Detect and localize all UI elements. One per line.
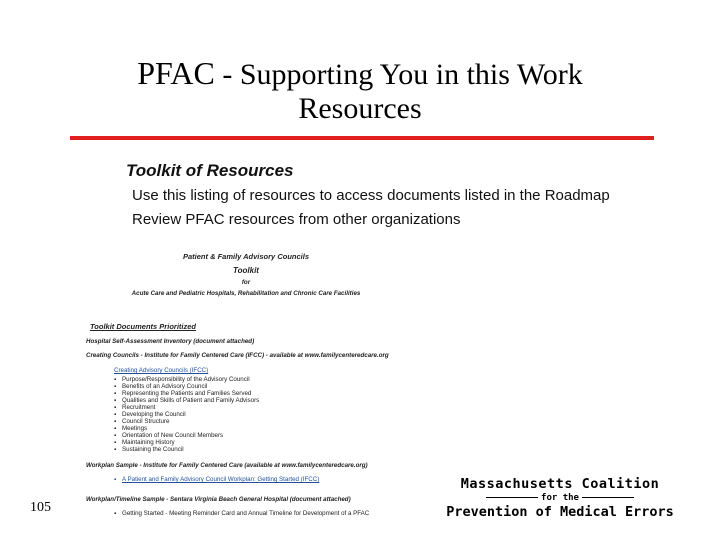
doc-workplan-item: ▪ A Patient and Family Advisory Council Workplan: Getting Started (IFCC) <box>122 476 319 483</box>
doc-header-3: for <box>241 279 251 286</box>
doc-item: ▪ Council Structure <box>122 418 169 425</box>
toolkit-document-image <box>86 246 406 536</box>
doc-workplan: Workplan Sample - Institute for Family Centered Care (available at www.familycenteredcare.org) <box>86 462 368 469</box>
doc-item: ▪ Meetings <box>122 425 147 432</box>
title-subtitle: - Supporting You in this Work <box>214 58 583 91</box>
doc-line-councils: Creating Councils - Institute for Family Centered Care (IFCC) - available at www.familycenteredcare.org <box>86 352 389 359</box>
doc-link-councils: Creating Advisory Councils (IFCC) <box>114 367 209 374</box>
doc-item: ▪ Orientation of New Council Members <box>122 432 223 439</box>
page-number: 105 <box>30 500 51 515</box>
doc-item: ▪ Qualities and Skills of Patient and Family Advisors <box>122 397 259 404</box>
bullet-review: Review PFAC resources from other organizations <box>132 211 461 228</box>
doc-header-2: Toolkit <box>233 266 259 275</box>
doc-item: ▪ Representing the Patients and Families Served <box>122 390 251 397</box>
bullet-roadmap: Use this listing of resources to access documents listed in the Roadmap <box>132 187 610 204</box>
doc-item: ▪ Benefits of an Advisory Council <box>122 383 207 390</box>
red-divider <box>70 136 654 140</box>
doc-item: ▪ Purpose/Responsibility of the Advisory Council <box>122 376 250 383</box>
doc-line-inventory: Hospital Self-Assessment Inventory (document attached) <box>86 338 255 345</box>
doc-item: ▪ Recruitment <box>122 404 155 411</box>
section-heading: Toolkit of Resources <box>126 161 294 180</box>
doc-item: ▪ Developing the Council <box>122 411 186 418</box>
doc-item: ▪ Maintaining History <box>122 439 175 446</box>
logo-line2-wrap <box>440 493 680 503</box>
doc-header-4: Acute Care and Pediatric Hospitals, Rehabilitation and Chronic Care Facilities <box>131 290 361 297</box>
title-line2: Resources <box>298 92 422 125</box>
doc-item: ▪ Sustaining the Council <box>122 446 184 453</box>
doc-timeline-item: ▪ Getting Started - Meeting Reminder Card and Annual Timeline for Development of a PFAC <box>122 510 369 517</box>
logo-line3: Prevention of Medical Errors <box>446 504 674 520</box>
doc-section-title: Toolkit Documents Prioritized <box>90 322 196 331</box>
doc-timeline: Workplan/Timeline Sample - Sentara Virginia Beach General Hospital (document attached) <box>86 496 351 503</box>
logo-line1: Massachusetts Coalition <box>460 476 660 492</box>
logo-line2: for the <box>541 493 579 503</box>
slide-title <box>0 56 720 126</box>
mass-coalition-logo <box>440 476 680 520</box>
title-pfac: PFAC <box>137 55 215 91</box>
doc-header-1: Patient & Family Advisory Councils <box>182 252 309 261</box>
